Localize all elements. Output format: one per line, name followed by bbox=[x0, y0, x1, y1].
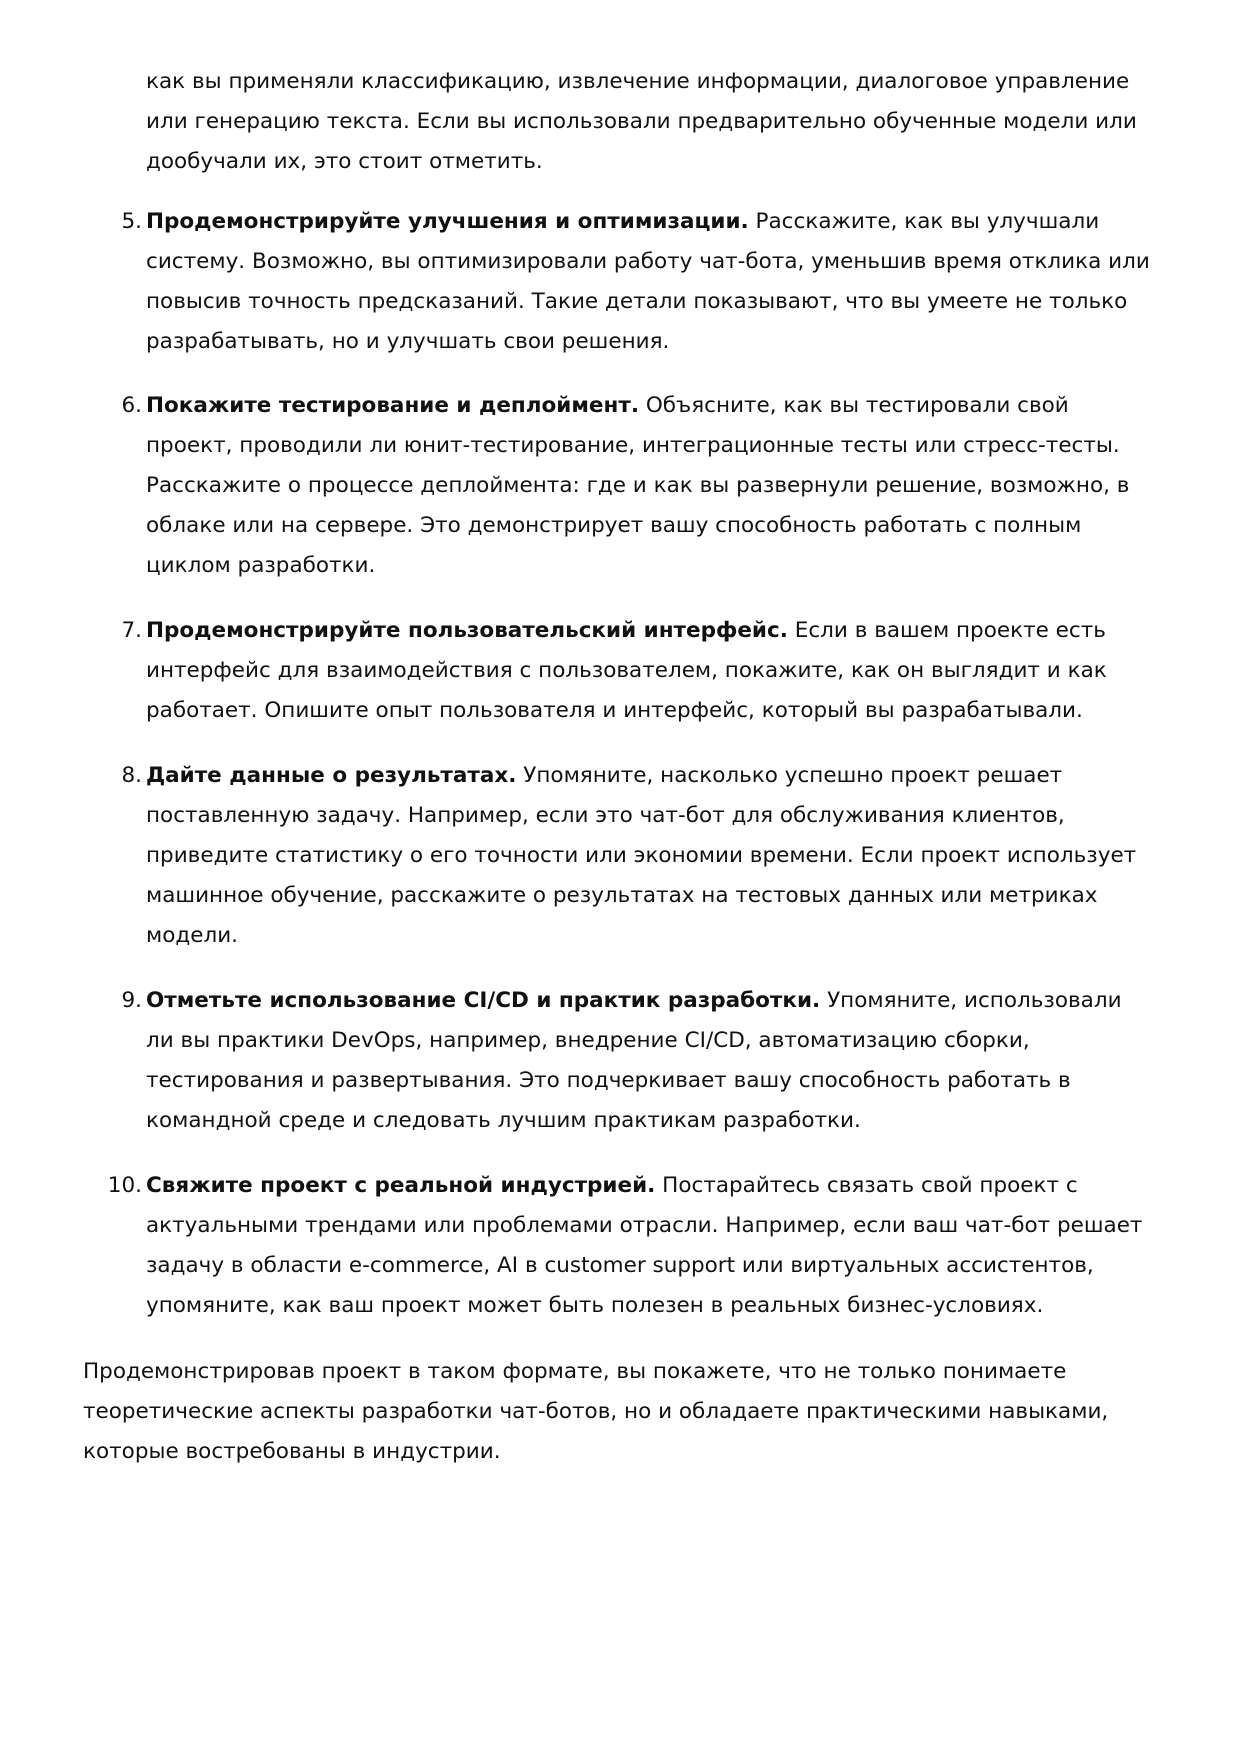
list-item-text: Упомяните, насколько успешно проект решает поставленную задачу. Например, если это чат-бот для обслуживания клиентов, приведите статистику о его точности или экономии времени. Если проект использует машинное обучение, расскажите о результатах на тестовых данных или метриках модели. bbox=[146, 763, 1137, 948]
list-item-title: Отметьте использование CI/CD и практик разработки. bbox=[146, 988, 821, 1013]
list-item-title: Продемонстрируйте улучшения и оптимизации. bbox=[146, 209, 749, 234]
list-item-number: 5. bbox=[121, 209, 142, 234]
list-item-6 bbox=[121, 386, 1156, 586]
list-item-number: 10. bbox=[107, 1173, 142, 1198]
list-item-text: Расскажите, как вы улучшали систему. Возможно, вы оптимизировали работу чат-бота, уменьшив время отклика или повысив точность предсказаний. Такие детали показывают, что вы умеете не только разрабатывать, но и улучшать свои решения. bbox=[146, 209, 1150, 354]
list-item-text: Объясните, как вы тестировали свой проект, проводили ли юнит-тестирование, интеграционные тесты или стресс-тесты. Расскажите о процессе деплоймента: где и как вы развернули решение, возможно, в облаке или на сервере. Это демонстрирует вашу способность работать с полным циклом разработки. bbox=[146, 393, 1130, 578]
list-item-7 bbox=[121, 611, 1156, 731]
list-item-text: Если в вашем проекте есть интерфейс для взаимодействия с пользователем, покажите, как он выглядит и как работает. Опишите опыт пользователя и интерфейс, который вы разрабатывали. bbox=[146, 618, 1107, 723]
list-item-number: 7. bbox=[121, 618, 142, 643]
list-item-5 bbox=[121, 202, 1156, 362]
list-item-10 bbox=[107, 1166, 1156, 1326]
list-item-4-continuation: как вы применяли классификацию, извлечение информации, диалоговое управление или генерацию текста. Если вы использовали предварительно обученные модели или дообучали их, это стоит отметить. bbox=[146, 69, 1137, 174]
closing-paragraph: Продемонстрировав проект в таком формате, вы покажете, что не только понимаете теоретические аспекты разработки чат-ботов, но и обладаете практическими навыками, которые востребованы в индустрии. bbox=[83, 1359, 1109, 1464]
list-item-number: 6. bbox=[121, 393, 142, 418]
list-item-number: 9. bbox=[121, 988, 142, 1013]
list-item-text: Упомяните, использовали ли вы практики DevOps, например, внедрение CI/CD, автоматизацию сборки, тестирования и развертывания. Это подчеркивает вашу способность работать в командной среде и следовать лучшим практикам разработки. bbox=[146, 988, 1122, 1133]
list-item-8 bbox=[121, 756, 1156, 956]
list-item-9 bbox=[121, 981, 1156, 1141]
list-item-title: Продемонстрируйте пользовательский интерфейс. bbox=[146, 618, 788, 643]
list-item-title: Дайте данные о результатах. bbox=[146, 763, 517, 788]
list-item-title: Свяжите проект с реальной индустрией. bbox=[146, 1173, 656, 1198]
list-item-text: Постарайтесь связать свой проект с актуальными трендами или проблемами отрасли. Например, если ваш чат-бот решает задачу в области e-commerce, AI в customer support или виртуальных ассистентов, упомяните, как ваш проект может быть полезен в реальных бизнес-условиях. bbox=[146, 1173, 1143, 1318]
list-item-title: Покажите тестирование и деплоймент. bbox=[146, 393, 639, 418]
list-item-number: 8. bbox=[121, 763, 142, 788]
